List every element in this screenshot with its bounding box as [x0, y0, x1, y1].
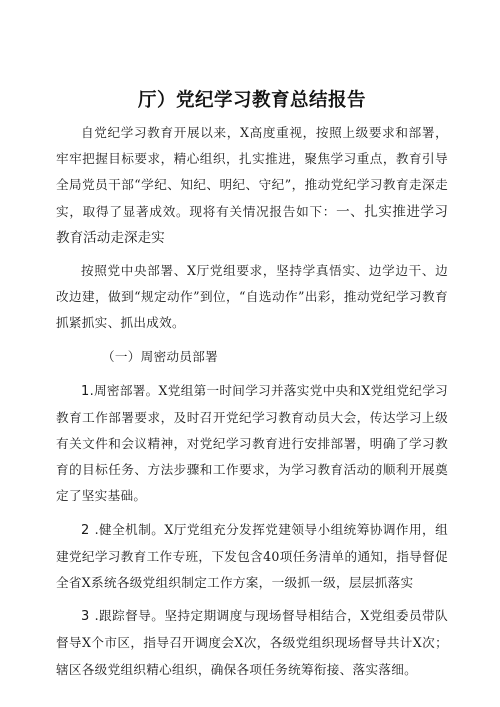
item2-text: .健全机制。X厅党组充分发挥党建领导小组统筹协调作用，组建党纪学习教育工作专班，下发包含40项任务清单的通知，指导督促全省X系统各级党组织制定工作方案，一级抓一级，层层抓落实 — [56, 521, 448, 591]
document-title: 厅）党纪学习教育总结报告 — [137, 90, 366, 111]
section1-heading: 一、扎实推进学习教育活动走深走实 — [56, 203, 448, 246]
intro-paragraph — [56, 120, 448, 251]
intro-text: 自党纪学习教育开展以来，X高度重视，按照上级要求和部署，牢牢把握目标要求，精心组织，扎实推进，聚焦学习重点，教育引导全局党员干部“学纪、知纪、明纪、守纪”，推动党纪学习教育走深走实，取得了显著成效。现将有关情况报告如下： — [56, 125, 448, 219]
item1-paragraph — [56, 378, 448, 510]
item2-number: 2 — [81, 522, 90, 538]
item3-paragraph — [56, 603, 448, 683]
item3-number: 3 — [81, 609, 90, 625]
item2-paragraph — [56, 517, 448, 597]
item1-text: 周密部署。X党组第一时间学习并落实党中央和X党组党纪学习教育工作部署要求，及时召开党纪学习教育动员大会，传达学习上级有关文件和会议精神，对党纪学习教育进行安排部署，明确了学习教育的目标任务、方法步骤和工作要求，为学习教育活动的顺利开展奠定了坚实基础。 — [56, 382, 448, 504]
section1-body: 按照党中央部署、X厅党组要求，坚持学真悟实、边学边干、边改边建，做到“规定动作”到位，“自选动作”出彩，推动党纪学习教育抓紧抓实、抓出成效。 — [56, 263, 448, 331]
item3-text: .跟踪督导。坚持定期调度与现场督导相结合，X党组委员带队督导X个市区，指导召开调度会X次，各级党组织现场督导共计X次；辖区各级党组织精心组织，确保各项任务统筹衔接、落实落细。 — [56, 608, 448, 677]
item1-number: 1. — [81, 383, 95, 399]
subsection1-heading: （一）周密动员部署 — [102, 348, 219, 364]
